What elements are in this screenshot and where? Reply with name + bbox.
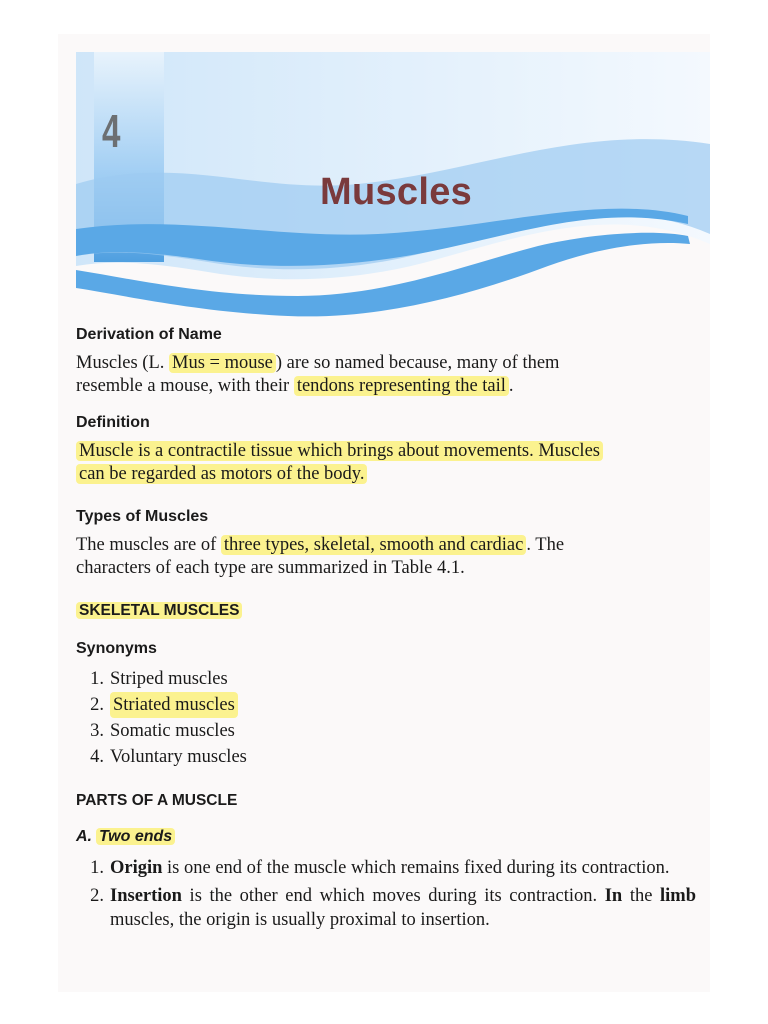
definition-line-2: can be regarded as motors of the body. bbox=[76, 464, 367, 484]
list-number: 2. bbox=[90, 695, 104, 715]
derivation-heading: Derivation of Name bbox=[76, 326, 222, 343]
list-number: 2. bbox=[90, 886, 104, 906]
list-text: Striped muscles bbox=[110, 669, 228, 689]
types-text: . The bbox=[526, 535, 565, 555]
synonyms-list bbox=[76, 666, 696, 770]
list-item bbox=[76, 856, 696, 880]
term-limb: limb bbox=[660, 886, 696, 906]
list-item bbox=[76, 718, 696, 744]
list-item bbox=[76, 884, 696, 932]
parts-list bbox=[76, 856, 696, 932]
derivation-text: . bbox=[508, 376, 514, 396]
term-insertion: Insertion bbox=[110, 886, 182, 906]
skeletal-heading bbox=[76, 600, 696, 622]
list-text: Somatic muscles bbox=[110, 721, 235, 741]
types-paragraph bbox=[76, 534, 696, 580]
list-number: 3. bbox=[90, 721, 104, 741]
two-ends-subheading bbox=[76, 828, 696, 846]
definition-heading: Definition bbox=[76, 414, 150, 431]
list-text bbox=[110, 856, 696, 880]
insertion-text: is the other end which moves during its contraction. bbox=[181, 886, 605, 906]
term-origin: Origin bbox=[110, 858, 163, 878]
derivation-text: ) are so named because, many of them bbox=[275, 353, 560, 373]
list-item bbox=[76, 692, 696, 718]
subheading-title: Two ends bbox=[96, 828, 175, 845]
definition-paragraph bbox=[76, 440, 696, 486]
derivation-text: Muscles (L. bbox=[76, 353, 169, 373]
highlight-tendons: tendons representing the tail bbox=[294, 376, 509, 396]
insertion-text: the bbox=[622, 886, 661, 906]
list-number: 4. bbox=[90, 747, 104, 767]
definition-line-1: Muscle is a contractile tissue which brings about movements. Muscles bbox=[76, 441, 603, 461]
highlight-three-types: three types, skeletal, smooth and cardiac bbox=[221, 535, 527, 555]
chapter-title: Muscles bbox=[320, 171, 473, 213]
list-item bbox=[76, 666, 696, 692]
book-page bbox=[58, 34, 710, 992]
list-number: 1. bbox=[90, 669, 104, 689]
types-text: The muscles are of bbox=[76, 535, 221, 555]
list-number: 1. bbox=[90, 858, 104, 878]
derivation-paragraph bbox=[76, 352, 696, 398]
page-content bbox=[76, 324, 696, 932]
types-heading: Types of Muscles bbox=[76, 508, 209, 525]
origin-text: is one end of the muscle which remains fixed during its contraction. bbox=[162, 858, 670, 878]
list-text: Voluntary muscles bbox=[110, 747, 247, 767]
list-item bbox=[76, 744, 696, 770]
list-text bbox=[110, 884, 696, 932]
synonyms-heading: Synonyms bbox=[76, 640, 157, 657]
parts-heading: PARTS OF A MUSCLE bbox=[76, 792, 238, 809]
skeletal-heading-text: SKELETAL MUSCLES bbox=[76, 602, 242, 619]
types-text: characters of each type are summarized in Table 4.1. bbox=[76, 558, 465, 578]
highlight-mus: Mus = mouse bbox=[169, 353, 276, 373]
chapter-number: 4 bbox=[102, 105, 121, 157]
subheading-letter: A. bbox=[76, 828, 92, 845]
derivation-text: resemble a mouse, with their bbox=[76, 376, 294, 396]
list-text-highlighted: Striated muscles bbox=[110, 692, 238, 718]
insertion-text: muscles, the origin is usually proximal to insertion. bbox=[110, 910, 490, 930]
term-in: In bbox=[604, 886, 623, 906]
